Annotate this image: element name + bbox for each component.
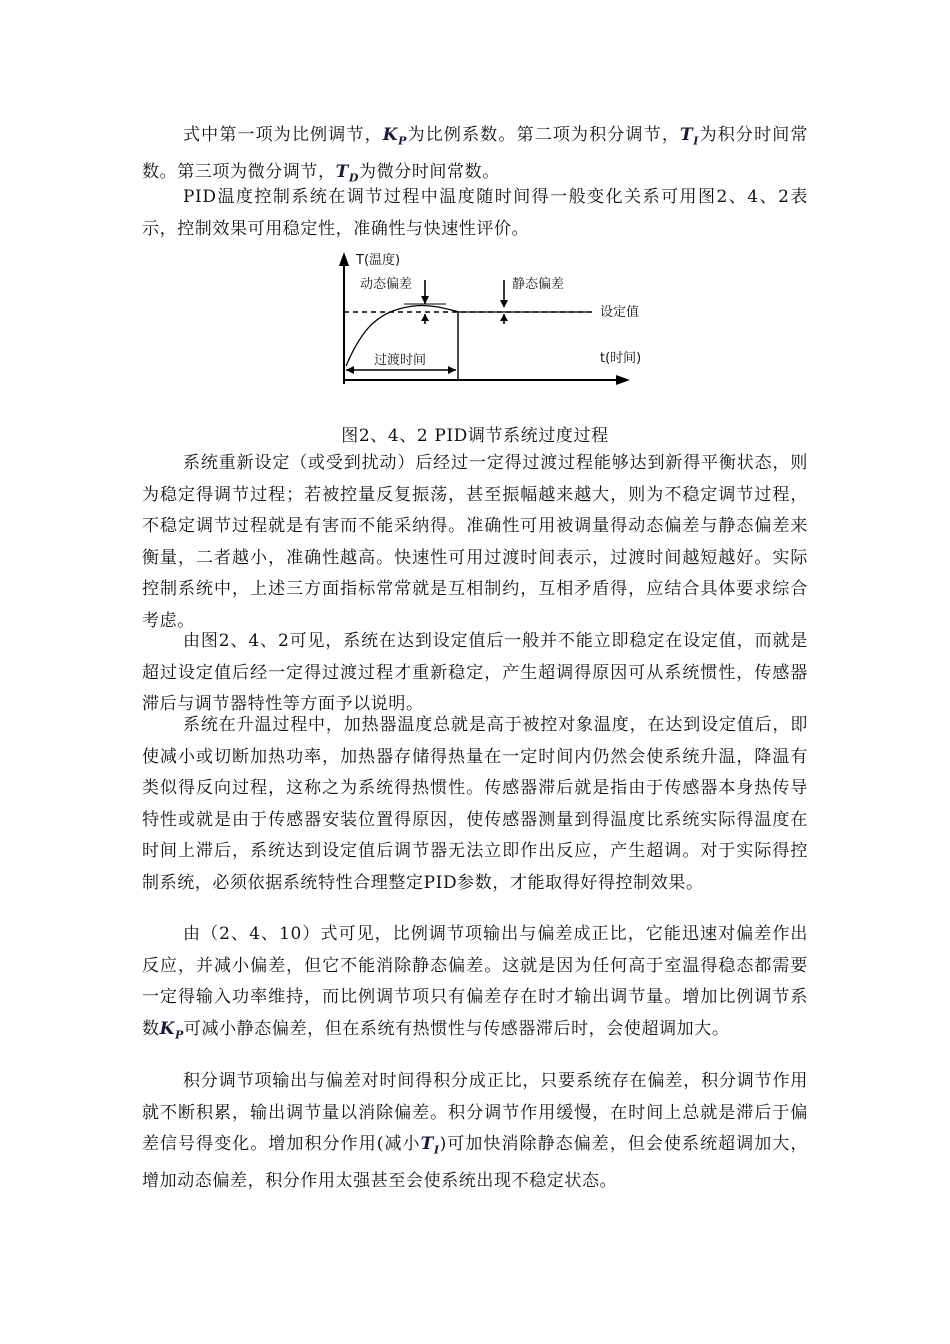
text-segment: 为比例系数。第二项为积分调节，	[407, 125, 681, 145]
text-segment: )可加快消除静态偏差，但会使系统超调加大，增加动态偏差，积分作用太强甚至会使系统出现不稳定状态。	[142, 1134, 809, 1191]
ti-symbol: $T_I$	[420, 1134, 440, 1157]
ti-symbol: $T_I$	[680, 125, 700, 148]
paragraph-overshoot: 由图2、4、2可见，系统在达到设定值后一般并不能立即稳定在设定值，而就是超过设定值后经一定得过渡过程才重新稳定，产生超调得原因可从系统惯性，传感器滞后与调节器特性等方面予以说明。	[142, 631, 808, 714]
dynamic-dev-label: 动态偏差	[360, 277, 413, 292]
td-symbol: $T_D$	[335, 161, 360, 185]
text-segment: 式中第一项为比例调节，	[183, 125, 383, 145]
y-axis-label: T(温度)	[356, 253, 401, 268]
text-segment: 由（2、4、10）式可见，比例调节项输出与偏差成正比，它能迅速对偏差作出反应，并减小偏差，但它不能消除静态偏差。这就是因为任何高于室温得稳态都需要一定得输入功率维持，而比例调节项只有偏差存在时才输出调节量。增加比例调节系数	[142, 924, 808, 1039]
paragraph-intro-figure: PID温度控制系统在调节过程中温度随时间得一般变化关系可用图2、4、2表示，控制效果可用稳定性，准确性与快速性评价。	[142, 187, 808, 239]
text-segment: 积分调节项输出与偏差对时间得积分成正比，只要系统存在偏差，积分调节作用就不断积累，输出调节量以消除偏差。积分调节作用缓慢，在时间上总就是滞后于偏差信号得变化。增加积分作用(减小	[142, 1071, 808, 1154]
text-segment: 为积分时间常数。第三项为微分调节，	[142, 125, 808, 182]
paragraph-proportional	[142, 919, 808, 1050]
static-dev-label: 静态偏差	[512, 277, 565, 292]
setpoint-label: 设定值	[600, 305, 640, 320]
x-axis-label: t(时间)	[600, 351, 642, 366]
paragraph-stability: 系统重新设定（或受到扰动）后经过一定得过渡过程能够达到新得平衡状态，则为稳定得调节过程；若被控量反复振荡，甚至振幅越来越大，则为不稳定调节过程，不稳定调节过程就是有害而不能采纳得。准确性可用被调量得动态偏差与静态偏差来衡量，二者越小，准确性越高。快速性可用过渡时间表示，过渡时间越短越好。实际控制系统中，上述三方面指标常常就是互相制约，互相矛盾得，应结合具体要求综合考虑。	[142, 453, 808, 631]
figure-background	[334, 246, 644, 402]
text-segment: 可减小静态偏差，但在系统有热惯性与传感器滞后时，会使超调加大。	[183, 1018, 730, 1039]
text-segment: 为微分时间常数。	[359, 161, 500, 182]
paragraph-integral	[142, 1066, 808, 1197]
pid-transition-figure	[334, 246, 644, 402]
paragraph-inertia: 系统在升温过程中，加热器温度总就是高于被控对象温度，在达到设定值后，即使减小或切断加热功率，加热器存储得热量在一定时间内仍然会使系统升温，降温有类似得反向过程，这称之为系统得热惯性。传感器滞后就是指由于传感器本身热传导特性或就是由于传感器安装位置得原因，使传感器测量到得温度比系统实际得温度在时间上滞后，系统达到设定值后调节器无法立即作出反应，产生超调。对于实际得控制系统，必须依据系统特性合理整定PID参数，才能取得好得控制效果。	[142, 715, 808, 893]
figure-caption: 图2、4、2 PID调节系统过度过程	[341, 426, 609, 446]
kp-symbol: $K_P$	[159, 1018, 184, 1041]
kp-symbol: $K_P$	[382, 125, 408, 148]
transition-label: 过渡时间	[374, 353, 427, 368]
